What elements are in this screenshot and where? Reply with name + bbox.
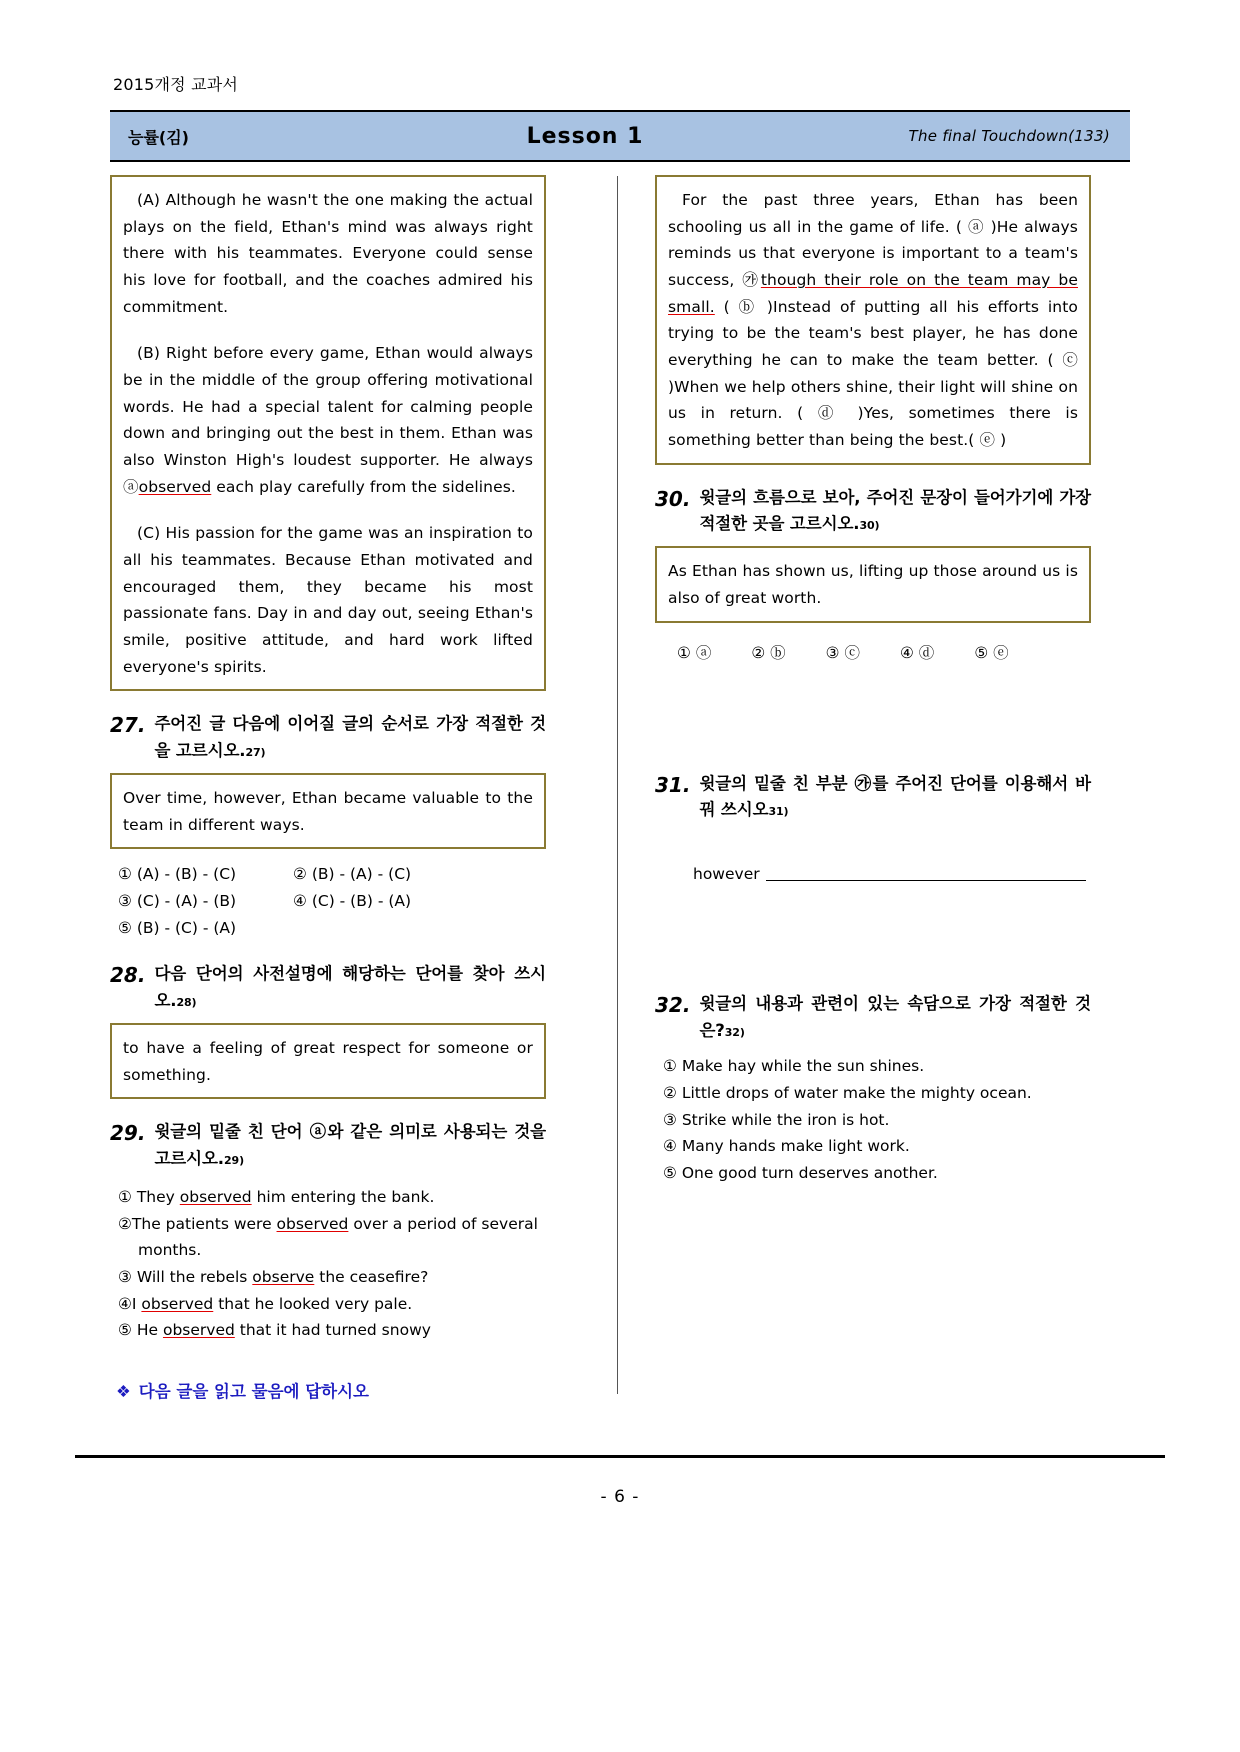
question-29-choice-4[interactable] (118, 1291, 546, 1318)
question-32-choice-1[interactable]: ① Make hay while the sun shines. (663, 1057, 925, 1076)
question-30-choice-4[interactable]: ④ ⓓ (899, 643, 935, 662)
lesson-subtitle: The final Touchdown(133) (908, 127, 1110, 145)
question-29-choice-4-pre: I (131, 1294, 142, 1313)
question-31-answer-blank[interactable] (766, 865, 1086, 881)
spacer-after-q30 (655, 663, 1091, 697)
question-29-choice-2[interactable] (118, 1211, 546, 1264)
question-29-choice-1-num: ① (118, 1188, 132, 1207)
page-number: - 6 - (600, 1487, 640, 1507)
question-31-prompt (699, 771, 1091, 824)
question-30-sup: 30) (859, 518, 880, 532)
question-30-header (655, 485, 1091, 538)
question-30-choices (655, 641, 1091, 663)
question-27-choice-row-2 (118, 888, 546, 915)
question-30-prompt-text: 윗글의 흐름으로 보아, 주어진 문장이 들어가기에 가장 적절한 곳을 고르시오. (699, 487, 1091, 533)
question-29-choice-3-post: the ceasefire? (314, 1268, 429, 1287)
question-29-prompt-part2: 와 같은 의미로 사용되는 것을 고르시오. (154, 1122, 546, 1168)
question-29-choice-5-num: ⑤ (118, 1321, 132, 1340)
question-30-choice-1[interactable]: ① ⓐ (677, 643, 712, 662)
question-27-choice-1[interactable]: ① (A) - (B) - (C) (118, 865, 237, 884)
question-28-sup: 28) (176, 995, 197, 1009)
question-29-choice-4-num: ④ (118, 1294, 132, 1313)
question-29-choice-2-post: over a period of several months. (138, 1214, 538, 1260)
question-31-answer-line (655, 865, 1091, 883)
passage-right-part1: For the past three years, Ethan has been schooling us all in the game of life. ( ⓐ )He always reminds us that everyone is important to a team's success, (668, 191, 1078, 289)
question-32 (655, 991, 1091, 1186)
passage-paragraph-c: (C) His passion for the game was an inspiration to all his teammates. Because Ethan motivated and encouraged them, they became his most passionate fans. Day in and day out, seeing Ethan's smile, positive attitude, and hard work lifted everyone's spirits. (123, 524, 533, 676)
spacer-after-q31-2 (655, 917, 1091, 951)
question-32-number: 32. (655, 993, 691, 1018)
question-27-choice-5[interactable]: ⑤ (B) - (C) - (A) (118, 918, 237, 937)
question-27-choice-row-1 (118, 861, 546, 888)
footer-rule (75, 1455, 1165, 1458)
blue-instruction-text: 다음 글을 읽고 물음에 답하시오 (138, 1382, 369, 1402)
question-30-quote-box (655, 546, 1091, 622)
question-27-choice-row-3 (118, 915, 546, 942)
question-31-sup: 31) (768, 805, 789, 819)
question-29-choice-5-pre: He (136, 1321, 163, 1340)
passage-box-abc (110, 175, 546, 691)
question-29-prompt-part1: 윗글의 밑줄 친 단어 (154, 1122, 310, 1142)
spacer-after-q31 (655, 883, 1091, 917)
question-29-choice-4-post: that he looked very pale. (213, 1294, 413, 1313)
question-31-header (655, 771, 1091, 824)
question-29-choice-4-underlined: observed (141, 1294, 214, 1313)
spacer-after-q30-3 (655, 731, 1091, 751)
question-32-choice-4[interactable]: ④ Many hands make light work. (663, 1137, 910, 1156)
question-29-choice-3-underlined: observe (252, 1268, 315, 1287)
question-27-quote-box (110, 773, 546, 849)
question-31-answer-word: however (693, 865, 760, 884)
question-27-prompt-text: 주어진 글 다음에 이어질 글의 순서로 가장 적절한 것을 고르시오. (154, 714, 546, 760)
question-29-choices (110, 1184, 546, 1344)
question-32-prompt-text: 윗글의 내용과 관련이 있는 속담으로 가장 적절한 것은? (699, 994, 1091, 1040)
question-29-choice-1-post: him entering the bank. (251, 1188, 435, 1207)
question-29-choice-3-pre: Will the rebels (136, 1268, 253, 1287)
marker-a-circle: ⓐ (123, 477, 139, 496)
question-29-choice-2-underlined: observed (276, 1214, 349, 1233)
question-27-sup: 27) (245, 745, 266, 759)
passage-right-paragraph (668, 187, 1078, 454)
question-28-prompt-text: 다음 단어의 사전설명에 해당하는 단어를 찾아 쓰시오. (154, 964, 546, 1010)
question-32-prompt (699, 991, 1091, 1044)
question-28-prompt (154, 961, 546, 1014)
lesson-title: Lesson 1 (526, 123, 644, 149)
question-32-choice-2[interactable]: ② Little drops of water make the mighty ocean. (663, 1083, 1032, 1102)
question-27-prompt (154, 711, 546, 764)
question-29-choice-1[interactable] (118, 1184, 546, 1211)
question-29-choice-5-post: that it had turned snowy (234, 1321, 431, 1340)
question-31-prompt-part1: 윗글의 밑줄 친 부분 (699, 773, 855, 793)
question-29-header (110, 1119, 546, 1172)
question-27-choices (110, 861, 546, 941)
question-32-header (655, 991, 1091, 1044)
question-29-choice-1-underlined: observed (179, 1188, 252, 1207)
question-32-choices (655, 1053, 1091, 1186)
question-30-choice-3[interactable]: ③ ⓒ (825, 643, 860, 662)
document-label: 2015개정 교과서 (113, 75, 239, 94)
question-28-quote-box (110, 1023, 546, 1099)
question-29-choice-3-num: ③ (118, 1268, 132, 1287)
left-column (110, 175, 546, 1402)
right-column (655, 175, 1091, 1187)
question-29-sup: 29) (223, 1153, 245, 1167)
spacer-after-q30-2 (655, 697, 1091, 731)
passage-b-underlined-word: observed (138, 477, 212, 496)
passage-right-underlined: though their role on the team may be small. (668, 270, 1078, 316)
question-29-marker-a: ⓐ (309, 1122, 328, 1142)
question-31 (655, 771, 1091, 884)
question-28-header (110, 961, 546, 1014)
passage-b-post: each play carefully from the sidelines. (211, 477, 516, 496)
question-29-choice-5[interactable] (118, 1317, 546, 1344)
question-30 (655, 485, 1091, 663)
passage-b-pre: (B) Right before every game, Ethan would always be in the middle of the group offering motivational words. He had a special talent for calming people down and bringing out the best in them. Ethan was also Winston High's loudest supporter. He always (123, 344, 533, 469)
question-30-prompt (699, 485, 1091, 538)
passage-paragraph-a: (A) Although he wasn't the one making the actual plays on the field, Ethan's mind was always right there with his teammates. Everyone could sense his love for football, and the coaches admired his commitment. (123, 191, 533, 316)
question-29-choice-2-num: ② (118, 1214, 132, 1233)
passage-right-part2: ( ⓑ )Instead of putting all his efforts into trying to be the team's best player, he has done everything he can to make the team better. ( ⓒ )When we help others shine, their light will shine on us in return. ( ⓓ )Yes, sometimes there is something better than being the best.( ⓔ ) (668, 297, 1078, 449)
question-29-number: 29. (110, 1121, 146, 1146)
question-27-choice-3[interactable]: ③ (C) - (A) - (B) (118, 891, 237, 910)
question-29-choice-1-pre: They (136, 1188, 180, 1207)
question-28-number: 28. (110, 963, 146, 988)
question-32-choice-3[interactable]: ③ Strike while the iron is hot. (663, 1110, 890, 1129)
passage-box-right (655, 175, 1091, 465)
question-32-sup: 32) (724, 1025, 745, 1039)
question-29-choice-2-pre: The patients were (131, 1214, 277, 1233)
question-31-number: 31. (655, 772, 691, 797)
question-28-quote: to have a feeling of great respect for someone or something. (123, 1039, 533, 1084)
question-27-choice-4[interactable]: ④ (C) - (B) - (A) (293, 891, 412, 910)
question-29-choice-3[interactable] (118, 1264, 546, 1291)
column-divider (617, 176, 618, 1394)
question-30-choice-5[interactable]: ⑤ ⓔ (974, 643, 1009, 662)
question-29-choice-5-underlined: observed (162, 1321, 235, 1340)
question-29-prompt (154, 1119, 546, 1172)
question-29 (110, 1119, 546, 1344)
lesson-header-bar (110, 110, 1130, 162)
question-30-quote: As Ethan has shown us, lifting up those around us is also of great worth. (668, 562, 1078, 607)
passage-paragraph-b (123, 340, 533, 500)
question-27-header (110, 711, 546, 764)
question-27-choice-2[interactable]: ② (B) - (A) - (C) (293, 865, 412, 884)
diamond-bullet-icon: ❖ (116, 1382, 131, 1402)
spacer-after-q31-3 (655, 951, 1091, 971)
marker-ga-circle: ㉮ (742, 270, 761, 289)
publisher-label: 능률(김) (128, 127, 189, 147)
question-31-prompt-part2: 를 주어진 단어를 이용해서 바꿔 쓰시오 (699, 773, 1091, 820)
question-30-choice-2[interactable]: ② ⓑ (751, 643, 786, 662)
question-27-number: 27. (110, 713, 146, 738)
question-28 (110, 961, 546, 1099)
question-30-number: 30. (655, 486, 691, 511)
question-31-marker-ga: ㉮ (854, 773, 873, 793)
question-32-choice-5[interactable]: ⑤ One good turn deserves another. (663, 1163, 938, 1182)
blue-instruction (110, 1378, 546, 1402)
question-27-quote: Over time, however, Ethan became valuable to the team in different ways. (123, 788, 533, 834)
question-27 (110, 711, 546, 941)
